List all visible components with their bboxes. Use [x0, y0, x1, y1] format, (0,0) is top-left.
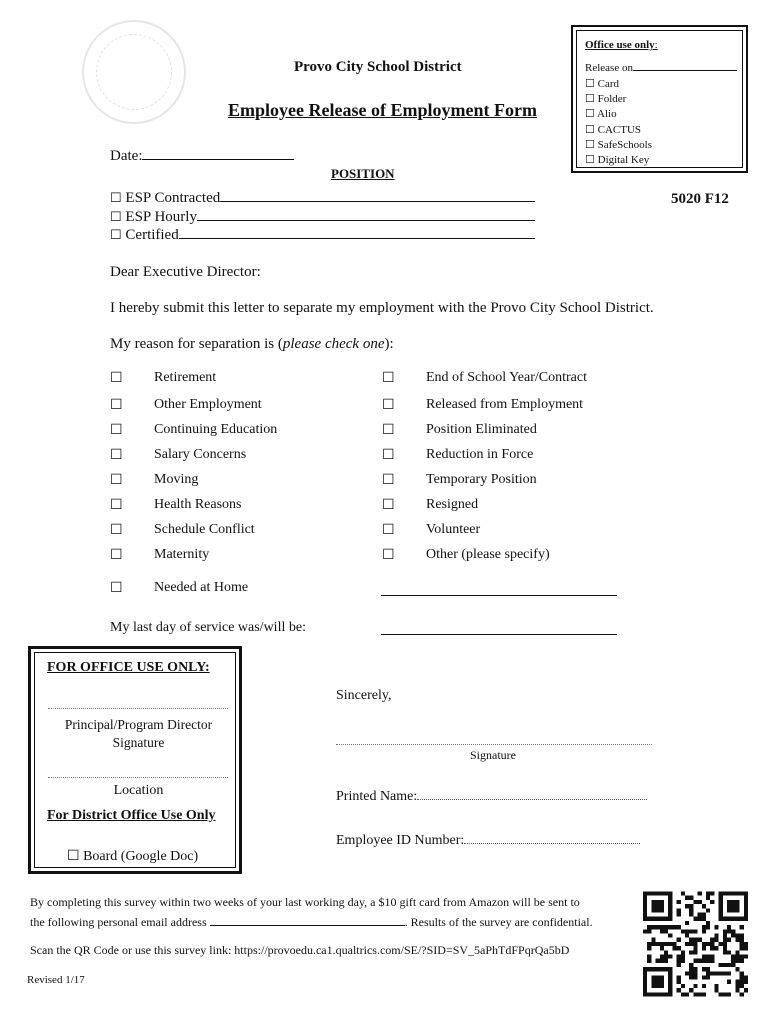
- sincerely: Sincerely,: [336, 688, 392, 703]
- reason-checkbox-reduction-in-force[interactable]: ☐: [382, 448, 395, 463]
- reason-label: Other Employment: [154, 397, 262, 412]
- reason-label: Reduction in Force: [426, 447, 534, 462]
- checkbox-icon: ☐: [585, 154, 595, 166]
- checkbox-icon: ☐: [110, 208, 122, 224]
- reason-label: Needed at Home: [154, 580, 249, 595]
- office-check-label: Alio: [597, 108, 617, 121]
- position-option-certified[interactable]: [110, 227, 535, 244]
- position-option-label: ESP Hourly: [125, 208, 197, 225]
- reason-checkbox-salary-concerns[interactable]: ☐: [110, 448, 123, 463]
- position-line: [197, 220, 535, 221]
- reason-checkbox-volunteer[interactable]: ☐: [382, 523, 395, 538]
- office-check-safeschools[interactable]: [585, 138, 652, 151]
- reason-checkbox-position-eliminated[interactable]: ☐: [382, 423, 395, 438]
- printed-name-field[interactable]: Printed Name:: [336, 789, 647, 805]
- reason-checkbox-end-of-school-year-contract[interactable]: ☐: [382, 371, 395, 386]
- office-box-title: FOR OFFICE USE ONLY:: [47, 660, 210, 675]
- last-day-label: My last day of service was/will be:: [110, 620, 306, 635]
- position-line: [220, 201, 535, 202]
- reason-label: Resigned: [426, 497, 479, 512]
- principal-signature-line[interactable]: [48, 708, 228, 709]
- location-label: Location: [113, 783, 164, 798]
- principal-signature-label: Principal/Program Director Signature: [64, 717, 213, 750]
- office-check-label: SafeSchools: [597, 138, 653, 151]
- reason-label: Retirement: [154, 370, 217, 385]
- survey-link[interactable]: Scan the QR Code or use this survey link: https://provoedu.ca1.qualtrics.com/SE/?SID=SV_5aPhTdFPqrQa5bD: [30, 943, 570, 957]
- office-check-label: CACTUS: [597, 123, 642, 136]
- office-check-alio[interactable]: [585, 107, 617, 120]
- reason-instruction: My reason for separation is (please check one):: [110, 336, 394, 352]
- date-field[interactable]: Date:: [110, 148, 294, 165]
- reason-label: Temporary Position: [426, 472, 537, 487]
- reason-label: End of School Year/Contract: [426, 370, 587, 385]
- checkbox-icon: ☐: [585, 138, 595, 151]
- office-check-label: Digital Key: [597, 154, 650, 166]
- signature-line[interactable]: [336, 744, 652, 745]
- office-check-folder[interactable]: [585, 92, 626, 105]
- reason-label: Moving: [154, 472, 199, 487]
- reason-checkbox-temporary-position[interactable]: ☐: [382, 473, 395, 488]
- position-option-esp-hourly[interactable]: [110, 209, 535, 226]
- district-name: Provo City School District: [294, 59, 462, 75]
- reason-label: Schedule Conflict: [154, 522, 255, 537]
- reason-checkbox-other-employment[interactable]: ☐: [110, 398, 123, 413]
- reason-checkbox-health-reasons[interactable]: ☐: [110, 498, 123, 513]
- reason-checkbox-schedule-conflict[interactable]: ☐: [110, 523, 123, 538]
- reason-checkbox-other-please-specify-[interactable]: ☐: [382, 548, 395, 563]
- district-office-title: For District Office Use Only: [47, 808, 216, 823]
- board-google-doc[interactable]: ☐ Board (Google Doc): [67, 849, 199, 864]
- for-office-use-box: [28, 646, 242, 874]
- checkbox-icon: ☐: [585, 78, 595, 90]
- form-title: Employee Release of Employment Form: [228, 100, 537, 120]
- reason-checkbox-moving[interactable]: ☐: [110, 473, 123, 488]
- position-option-label: Certified: [125, 227, 179, 243]
- office-check-label: Card: [597, 78, 620, 90]
- survey-qr-code[interactable]: [643, 890, 748, 998]
- office-check-card[interactable]: [585, 77, 619, 90]
- office-use-only-box: [571, 25, 748, 173]
- position-heading: POSITION: [331, 166, 395, 181]
- checkbox-icon: ☐: [110, 227, 122, 242]
- position-option-esp-contracted[interactable]: [110, 190, 535, 207]
- survey-line-1: By completing this survey within two weeks of your last working day, a $10 gift card from Amazon will be sent to: [30, 895, 580, 909]
- reason-label: Other (please specify): [426, 547, 550, 562]
- reason-checkbox-needed-at-home[interactable]: ☐: [110, 581, 123, 596]
- last-day-line[interactable]: [381, 634, 617, 635]
- signature-label: Signature: [470, 748, 516, 762]
- reason-checkbox-resigned[interactable]: ☐: [382, 498, 395, 513]
- office-check-cactus[interactable]: [585, 123, 641, 136]
- checkbox-icon: ☐: [585, 93, 595, 106]
- salutation: Dear Executive Director:: [110, 264, 261, 280]
- checkbox-icon: ☐: [585, 123, 595, 136]
- checkbox-icon: ☐: [110, 190, 122, 205]
- reason-label: Health Reasons: [154, 497, 242, 512]
- position-line: [179, 238, 535, 239]
- other-specify-line[interactable]: [381, 595, 617, 596]
- reason-checkbox-retirement[interactable]: ☐: [110, 371, 123, 386]
- revised-date: Revised 1/17: [27, 974, 85, 986]
- reason-label: Maternity: [154, 547, 210, 562]
- employee-id-field[interactable]: Employee ID Number:: [336, 833, 640, 849]
- release-on-field[interactable]: Release on: [585, 62, 737, 74]
- reason-label: Salary Concerns: [154, 447, 247, 462]
- statement: I hereby submit this letter to separate my employment with the Provo City School District.: [110, 300, 654, 316]
- reason-checkbox-maternity[interactable]: ☐: [110, 548, 123, 563]
- form-code: 5020 F12: [671, 191, 729, 207]
- office-check-label: Folder: [597, 93, 627, 106]
- reason-label: Position Eliminated: [426, 422, 537, 437]
- office-use-title: Office use only:: [585, 39, 658, 51]
- location-line[interactable]: [48, 777, 228, 778]
- reason-label: Released from Employment: [426, 397, 584, 412]
- reason-checkbox-released-from-employment[interactable]: ☐: [382, 398, 395, 413]
- reason-checkbox-continuing-education[interactable]: ☐: [110, 423, 123, 438]
- district-seal-watermark: [82, 20, 186, 124]
- reason-label: Volunteer: [426, 522, 481, 537]
- personal-email-line[interactable]: [210, 925, 405, 926]
- survey-line-2: the following personal email address . Results of the survey are confidential.: [30, 915, 593, 929]
- checkbox-icon: ☐: [585, 108, 595, 121]
- reason-label: Continuing Education: [154, 422, 278, 437]
- office-check-digital-key[interactable]: [585, 153, 649, 166]
- position-option-label: ESP Contracted: [125, 190, 221, 206]
